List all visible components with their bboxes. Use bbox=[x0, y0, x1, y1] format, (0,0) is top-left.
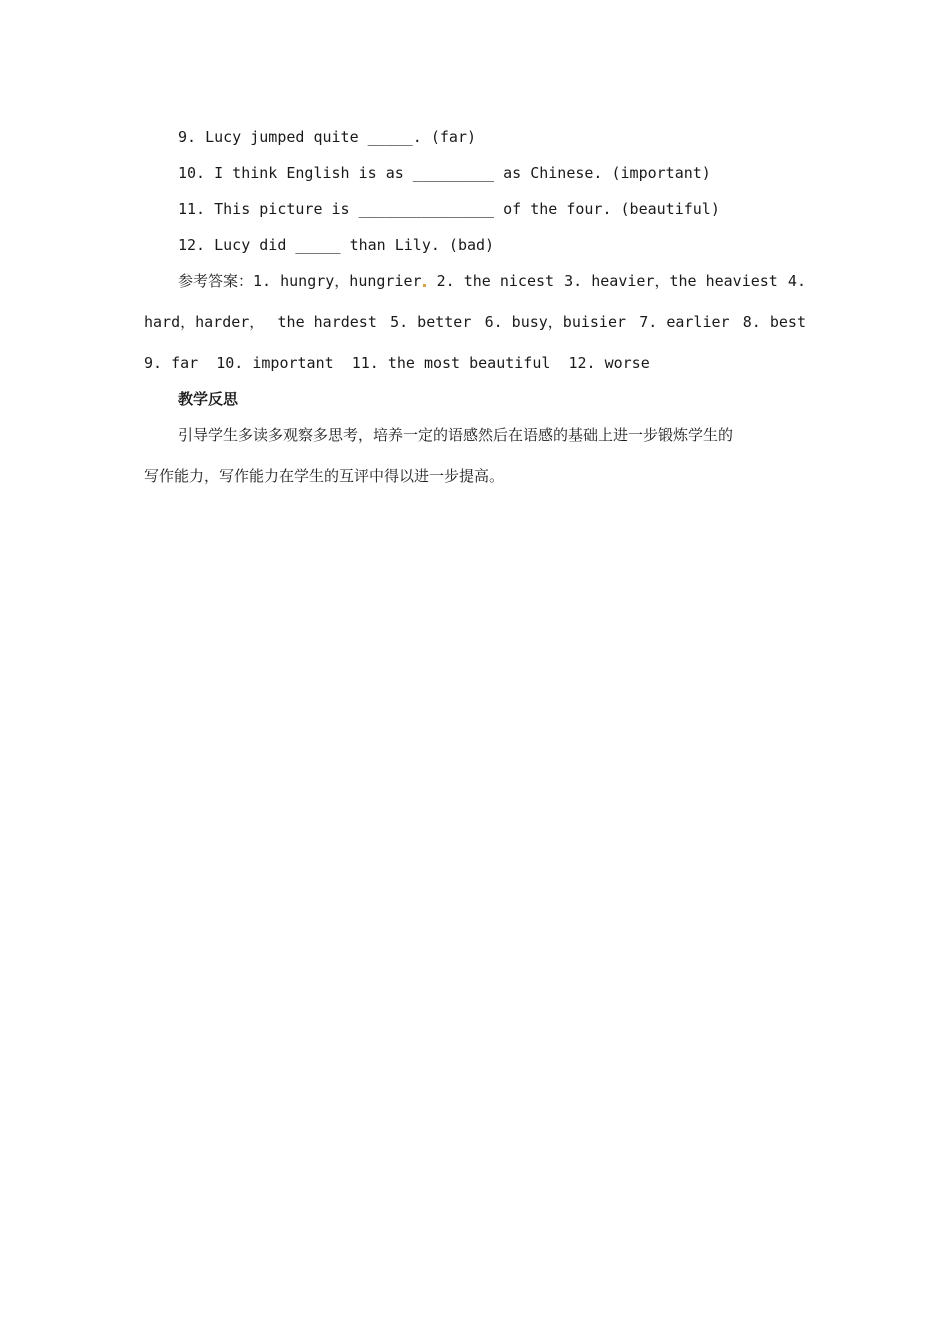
answer-11: 11. the most beautiful bbox=[351, 354, 551, 372]
question-12: 12. Lucy did _____ than Lily. (bad) bbox=[178, 236, 495, 254]
section-heading: 教学反思 bbox=[178, 390, 239, 408]
question-9: 9. Lucy jumped quite _____. (far) bbox=[178, 128, 477, 146]
answer-10: 10. important bbox=[216, 354, 334, 372]
reflection-paragraph-line-2: 写作能力，写作能力在学生的互评中得以进一步提高。 bbox=[144, 467, 505, 485]
answer-key-line-3 bbox=[144, 353, 806, 373]
question-10: 10. I think English is as _________ as Chinese. (important) bbox=[178, 164, 711, 182]
answer-6: 6. busy，buisier bbox=[484, 313, 627, 331]
answer-key-label-and-1 bbox=[178, 271, 427, 291]
answer-4a: hard，harder， bbox=[144, 313, 265, 331]
answer-5: 5. better bbox=[390, 313, 472, 331]
answer-3: 3. heavier，the heaviest bbox=[564, 272, 778, 290]
reflection-paragraph-line-1: 引导学生多读多观察多思考，培养一定的语感然后在语感的基础上进一步锻炼学生的 bbox=[178, 426, 734, 444]
answer-key-line-1 bbox=[178, 271, 806, 291]
answer-1: 1. hungry，hungrier bbox=[253, 272, 422, 290]
answer-key-line-2 bbox=[144, 312, 806, 332]
answer-4-number: 4. bbox=[787, 272, 806, 290]
answer-8: 8. best bbox=[742, 313, 806, 331]
answer-4b: the hardest bbox=[277, 313, 377, 331]
answer-12: 12. worse bbox=[568, 354, 650, 372]
answer-9: 9. far bbox=[144, 354, 199, 372]
question-11: 11. This picture is _______________ of the four. (beautiful) bbox=[178, 200, 720, 218]
answer-key-label: 参考答案： bbox=[178, 272, 254, 290]
answer-7: 7. earlier bbox=[639, 313, 730, 331]
answer-2: 2. the nicest bbox=[436, 272, 555, 290]
highlight-mark bbox=[423, 284, 426, 287]
